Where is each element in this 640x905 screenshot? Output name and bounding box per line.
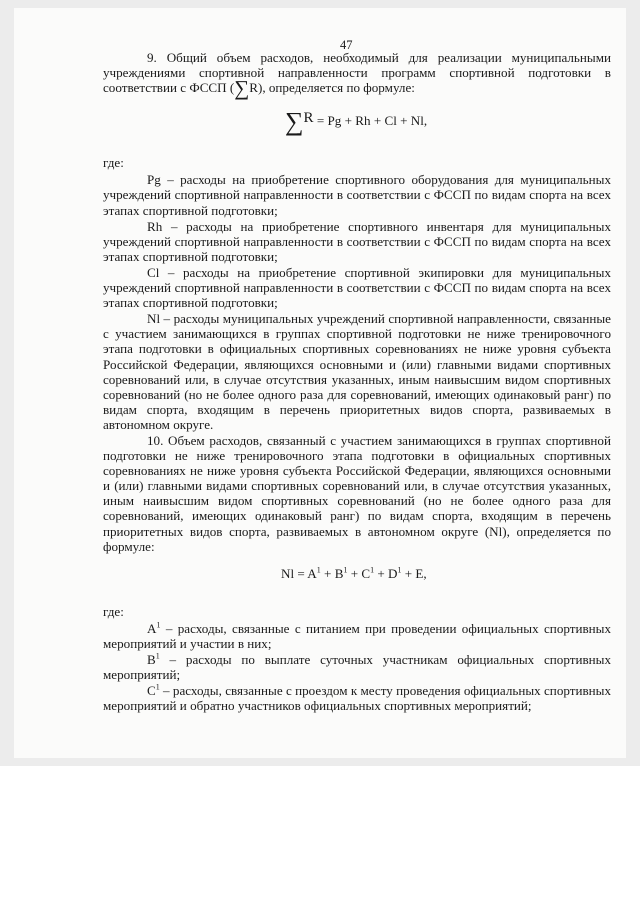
definition-cl: Cl – расходы на приобретение спортивной экипировки для муниципальных учреждений спортивной направленности в соответствии с ФССП по видам спорта на всех этапах спортивной подготовки; — [103, 264, 611, 311]
formula-nl-tail: + E, — [401, 565, 427, 581]
c1-sup: 1 — [155, 682, 160, 692]
formula-nl-term-b: + B — [320, 565, 344, 581]
definition-c1 — [103, 683, 611, 713]
formula-rhs: = Pg + Rh + Cl + Nl, — [316, 113, 428, 129]
formula-nl — [103, 554, 611, 604]
c1-symbol: C — [147, 683, 156, 699]
b1-text: – расходы по выплате суточных участникам официальных спортивных мероприятий; — [103, 652, 611, 683]
formula-c-sup: 1 — [370, 565, 375, 575]
formula-sum-variable: R — [303, 110, 314, 127]
where-label-1: где: — [103, 155, 124, 171]
formula-total — [103, 96, 611, 155]
formula-sum-symbol: ∑ — [285, 107, 304, 137]
p9-line-2: учреждениями спортивной направленности программ спортивной подготовки в — [103, 65, 611, 81]
formula-b-sup: 1 — [343, 565, 348, 575]
sum-variable: R — [249, 80, 258, 96]
p9-line-3-suffix: ), определяется по формуле: — [257, 80, 415, 96]
a1-text: – расходы, связанные с питанием при проведении официальных спортивных мероприятий и участии в них; — [103, 620, 611, 651]
paragraph-9 — [103, 50, 611, 101]
page-number: 47 — [340, 38, 353, 52]
b1-sup: 1 — [155, 651, 160, 661]
definition-rh: Rh – расходы на приобретение спортивного инвентаря для муниципальных учреждений спортивной направленности в соответствии с ФССП по видам спорта на всех этапах спортивной подготовки; — [103, 218, 611, 264]
p9-line-1: 9. Общий объем расходов, необходимый для реализации муниципальными — [147, 50, 611, 65]
formula-nl-lhs: Nl = A — [281, 565, 317, 581]
definition-b1 — [103, 652, 611, 682]
formula-a-sup: 1 — [316, 565, 321, 575]
formula-nl-term-d: + D — [374, 565, 398, 581]
definition-a1 — [103, 621, 611, 651]
a1-symbol: A — [147, 620, 157, 636]
a1-sup: 1 — [156, 620, 161, 630]
definition-pg: Pg – расходы на приобретение спортивного оборудования для муниципальных учреждений спортивной направленности в соответствии с ФССП по видам спорта на всех этапах спортивной подготовки; — [103, 172, 611, 218]
blank-area-below-scan — [0, 766, 640, 905]
definition-nl: Nl – расходы муниципальных учреждений спортивной направленности, связанные с участием занимающихся в группах спортивной подготовки не ниже тренировочного этапа подготовки в официальных спортивных соревнованиях не ниже уровня субъекта Российской Федерации, являющихся основными и (или) главными видами спортивных соревнований или, в случае отсутствия указанных, иным наивысшим видом спортивных соревнований (но не более одного раза для соревнований, имеющих одинаковый ранг) по видам спорта, входящим в перечень приоритетных видов спорта, развиваемых в автономном округе. — [103, 311, 611, 432]
formula-d-sup: 1 — [397, 565, 402, 575]
c1-text: – расходы, связанные с проездом к месту проведения официальных спортивных мероприятий и обратно участников официальных спортивных мероприятий; — [103, 683, 611, 714]
p9-line-3-prefix: соответствии с ФССП ( — [103, 80, 235, 96]
document-page — [14, 8, 626, 758]
sum-symbol: ∑ — [234, 76, 250, 101]
document-body — [103, 8, 611, 713]
paragraph-10: 10. Объем расходов, связанный с участием занимающихся в группах спортивной подготовки не ниже тренировочного этапа подготовки в официальных спортивных соревнованиях не ниже уровня субъекта Российской Федерации, являющихся основными и (или) главными видами спортивных соревнований или, в случае отсутствия указанных, иным наивысшим видом спортивных соревнований (но не более одного раза для соревнований, имеющих одинаковый ранг) по видам спорта, входящим в перечень приоритетных видов спорта, развиваемых в автономном округе (Nl), определяется по формуле: — [103, 432, 611, 554]
where-label-2: где: — [103, 603, 124, 619]
formula-nl-term-c: + C — [347, 565, 371, 581]
b1-symbol: B — [147, 652, 156, 667]
